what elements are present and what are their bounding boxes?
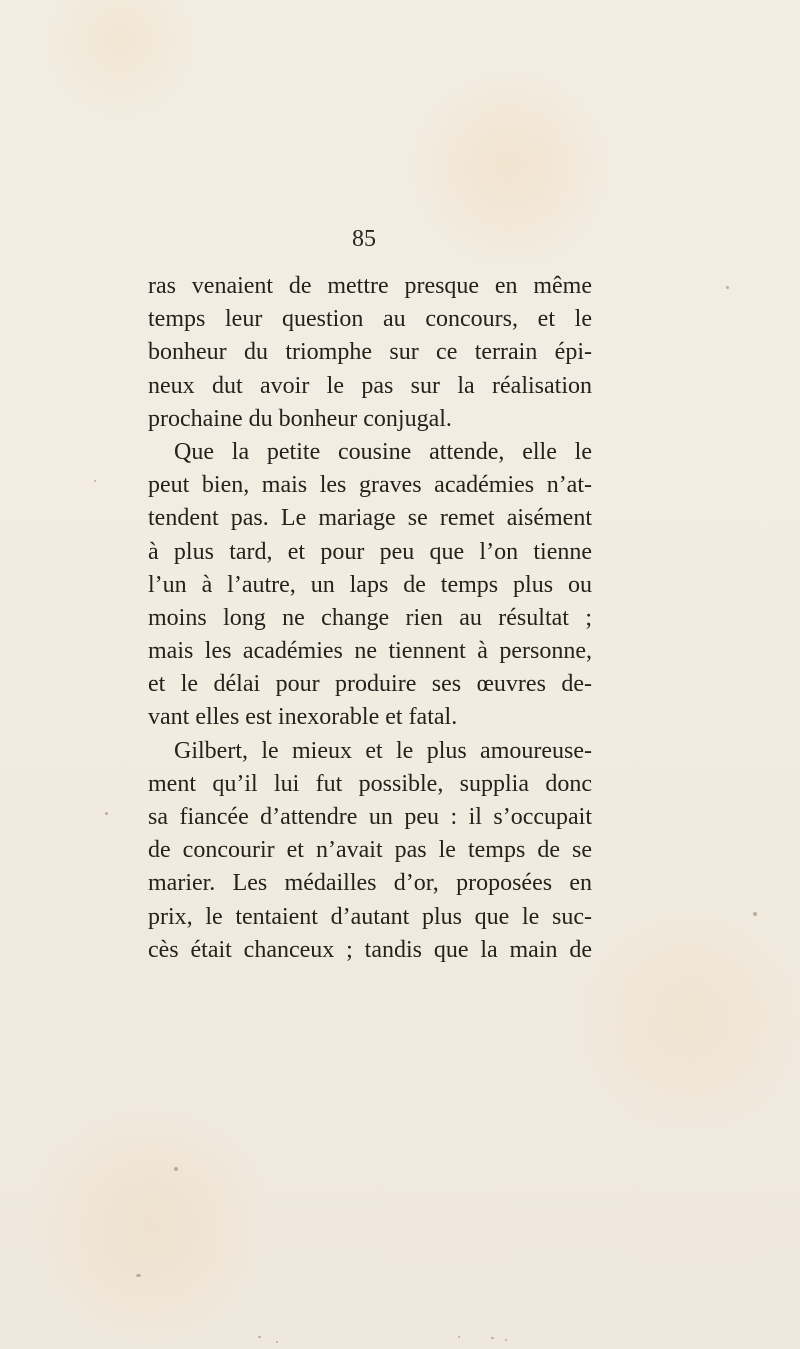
- text-line: peut bien, mais les graves académies n’at-: [148, 472, 592, 499]
- text-line: ment qu’il lui fut possible, supplia donc: [148, 770, 592, 797]
- text-line: bonheur du triomphe sur ce terrain épi-: [148, 339, 592, 366]
- text-line: vant elles est inexorable et fatal.: [148, 704, 458, 731]
- text-line: tendent pas. Le mariage se remet aisément: [148, 505, 592, 532]
- text-line: Gilbert, le mieux et le plus amoureuse-: [174, 737, 592, 764]
- page-number: 85: [352, 226, 376, 252]
- text-line: prochaine du bonheur conjugal.: [148, 405, 452, 432]
- text-line: de concourir et n’avait pas le temps de se: [148, 837, 592, 864]
- text-line: ras venaient de mettre presque en même: [148, 273, 592, 299]
- text-line: et le délai pour produire ses œuvres de-: [148, 671, 592, 698]
- body-text: [148, 270, 592, 967]
- text-line: moins long ne change rien au résultat ;: [148, 604, 592, 631]
- text-line: marier. Les médailles d’or, proposées en: [148, 870, 592, 897]
- text-line: cès était chanceux ; tandis que la main de: [148, 936, 592, 963]
- text-line: à plus tard, et pour peu que l’on tienne: [148, 538, 592, 565]
- text-line: Que la petite cousine attende, elle le: [174, 438, 592, 465]
- text-line: l’un à l’autre, un laps de temps plus ou: [148, 571, 592, 598]
- text-line: mais les académies ne tiennent à personne,: [148, 638, 592, 665]
- text-line: sa fiancée d’attendre un peu : il s’occupait: [148, 804, 592, 830]
- text-line: temps leur question au concours, et le: [148, 306, 592, 333]
- text-line: prix, le tentaient d’autant plus que le suc-: [148, 903, 592, 930]
- text-line: neux dut avoir le pas sur la réalisation: [148, 372, 592, 399]
